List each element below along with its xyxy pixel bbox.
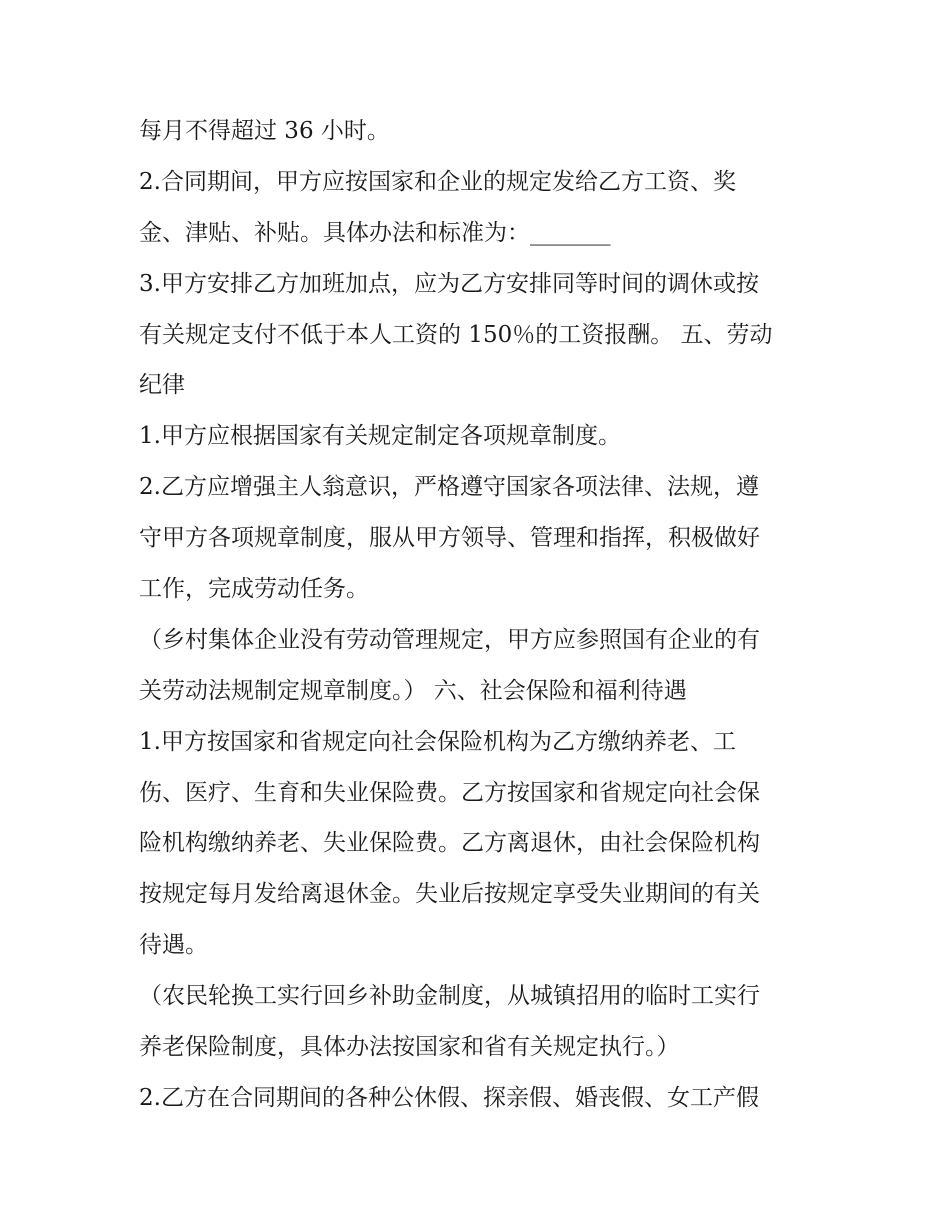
text-line: 2.合同期间，甲方应按国家和企业的规定发给乙方工资、奖 — [139, 168, 736, 195]
text-line: 险机构缴纳养老、失业保险费。乙方离退休，由社会保险机构 — [139, 830, 760, 857]
text-line: 1.甲方按国家和省规定向社会保险机构为乙方缴纳养老、工 — [139, 728, 736, 755]
text-line: 待遇。 — [139, 932, 208, 959]
text-line: 1.甲方应根据国家有关规定制定各项规章制度。 — [139, 423, 621, 450]
text-line: 2.乙方在合同期间的各种公休假、探亲假、婚丧假、女工产假 — [139, 1084, 759, 1111]
text-line: （农民轮换工实行回乡补助金制度，从城镇招用的临时工实行 — [139, 983, 760, 1010]
text-line: 每月不得超过 36 小时。 — [139, 118, 390, 144]
text-line: 伤、医疗、生育和失业保险费。乙方按国家和省规定向社会保 — [139, 779, 760, 806]
text-line: （乡村集体企业没有劳动管理规定，甲方应参照国有企业的有 — [139, 626, 760, 653]
text-line: 工作，完成劳动任务。 — [139, 576, 369, 603]
text-line: 纪律 — [139, 372, 185, 399]
text-line: 养老保险制度，具体办法按国家和省有关规定执行。） — [139, 1034, 680, 1061]
text-line: 2.乙方应增强主人翁意识，严格遵守国家各项法律、法规，遵 — [139, 474, 759, 501]
contract-text-body — [139, 106, 819, 1124]
text-line: 守甲方各项规章制度，服从甲方领导、管理和指挥，积极做好 — [139, 525, 760, 552]
text-line: 有关规定支付不低于本人工资的 150％的工资报酬。 五、劳动 — [139, 321, 773, 348]
text-line: 按规定每月发给离退休金。失业后按规定享受失业期间的有关 — [139, 881, 760, 908]
text-line: 关劳动法规制定规章制度。） 六、社会保险和福利待遇 — [139, 677, 687, 704]
text-line: 金、津贴、补贴。具体办法和标准为：_______ — [139, 219, 611, 246]
text-line: 3.甲方安排乙方加班加点，应为乙方安排同等时间的调休或按 — [139, 270, 759, 297]
